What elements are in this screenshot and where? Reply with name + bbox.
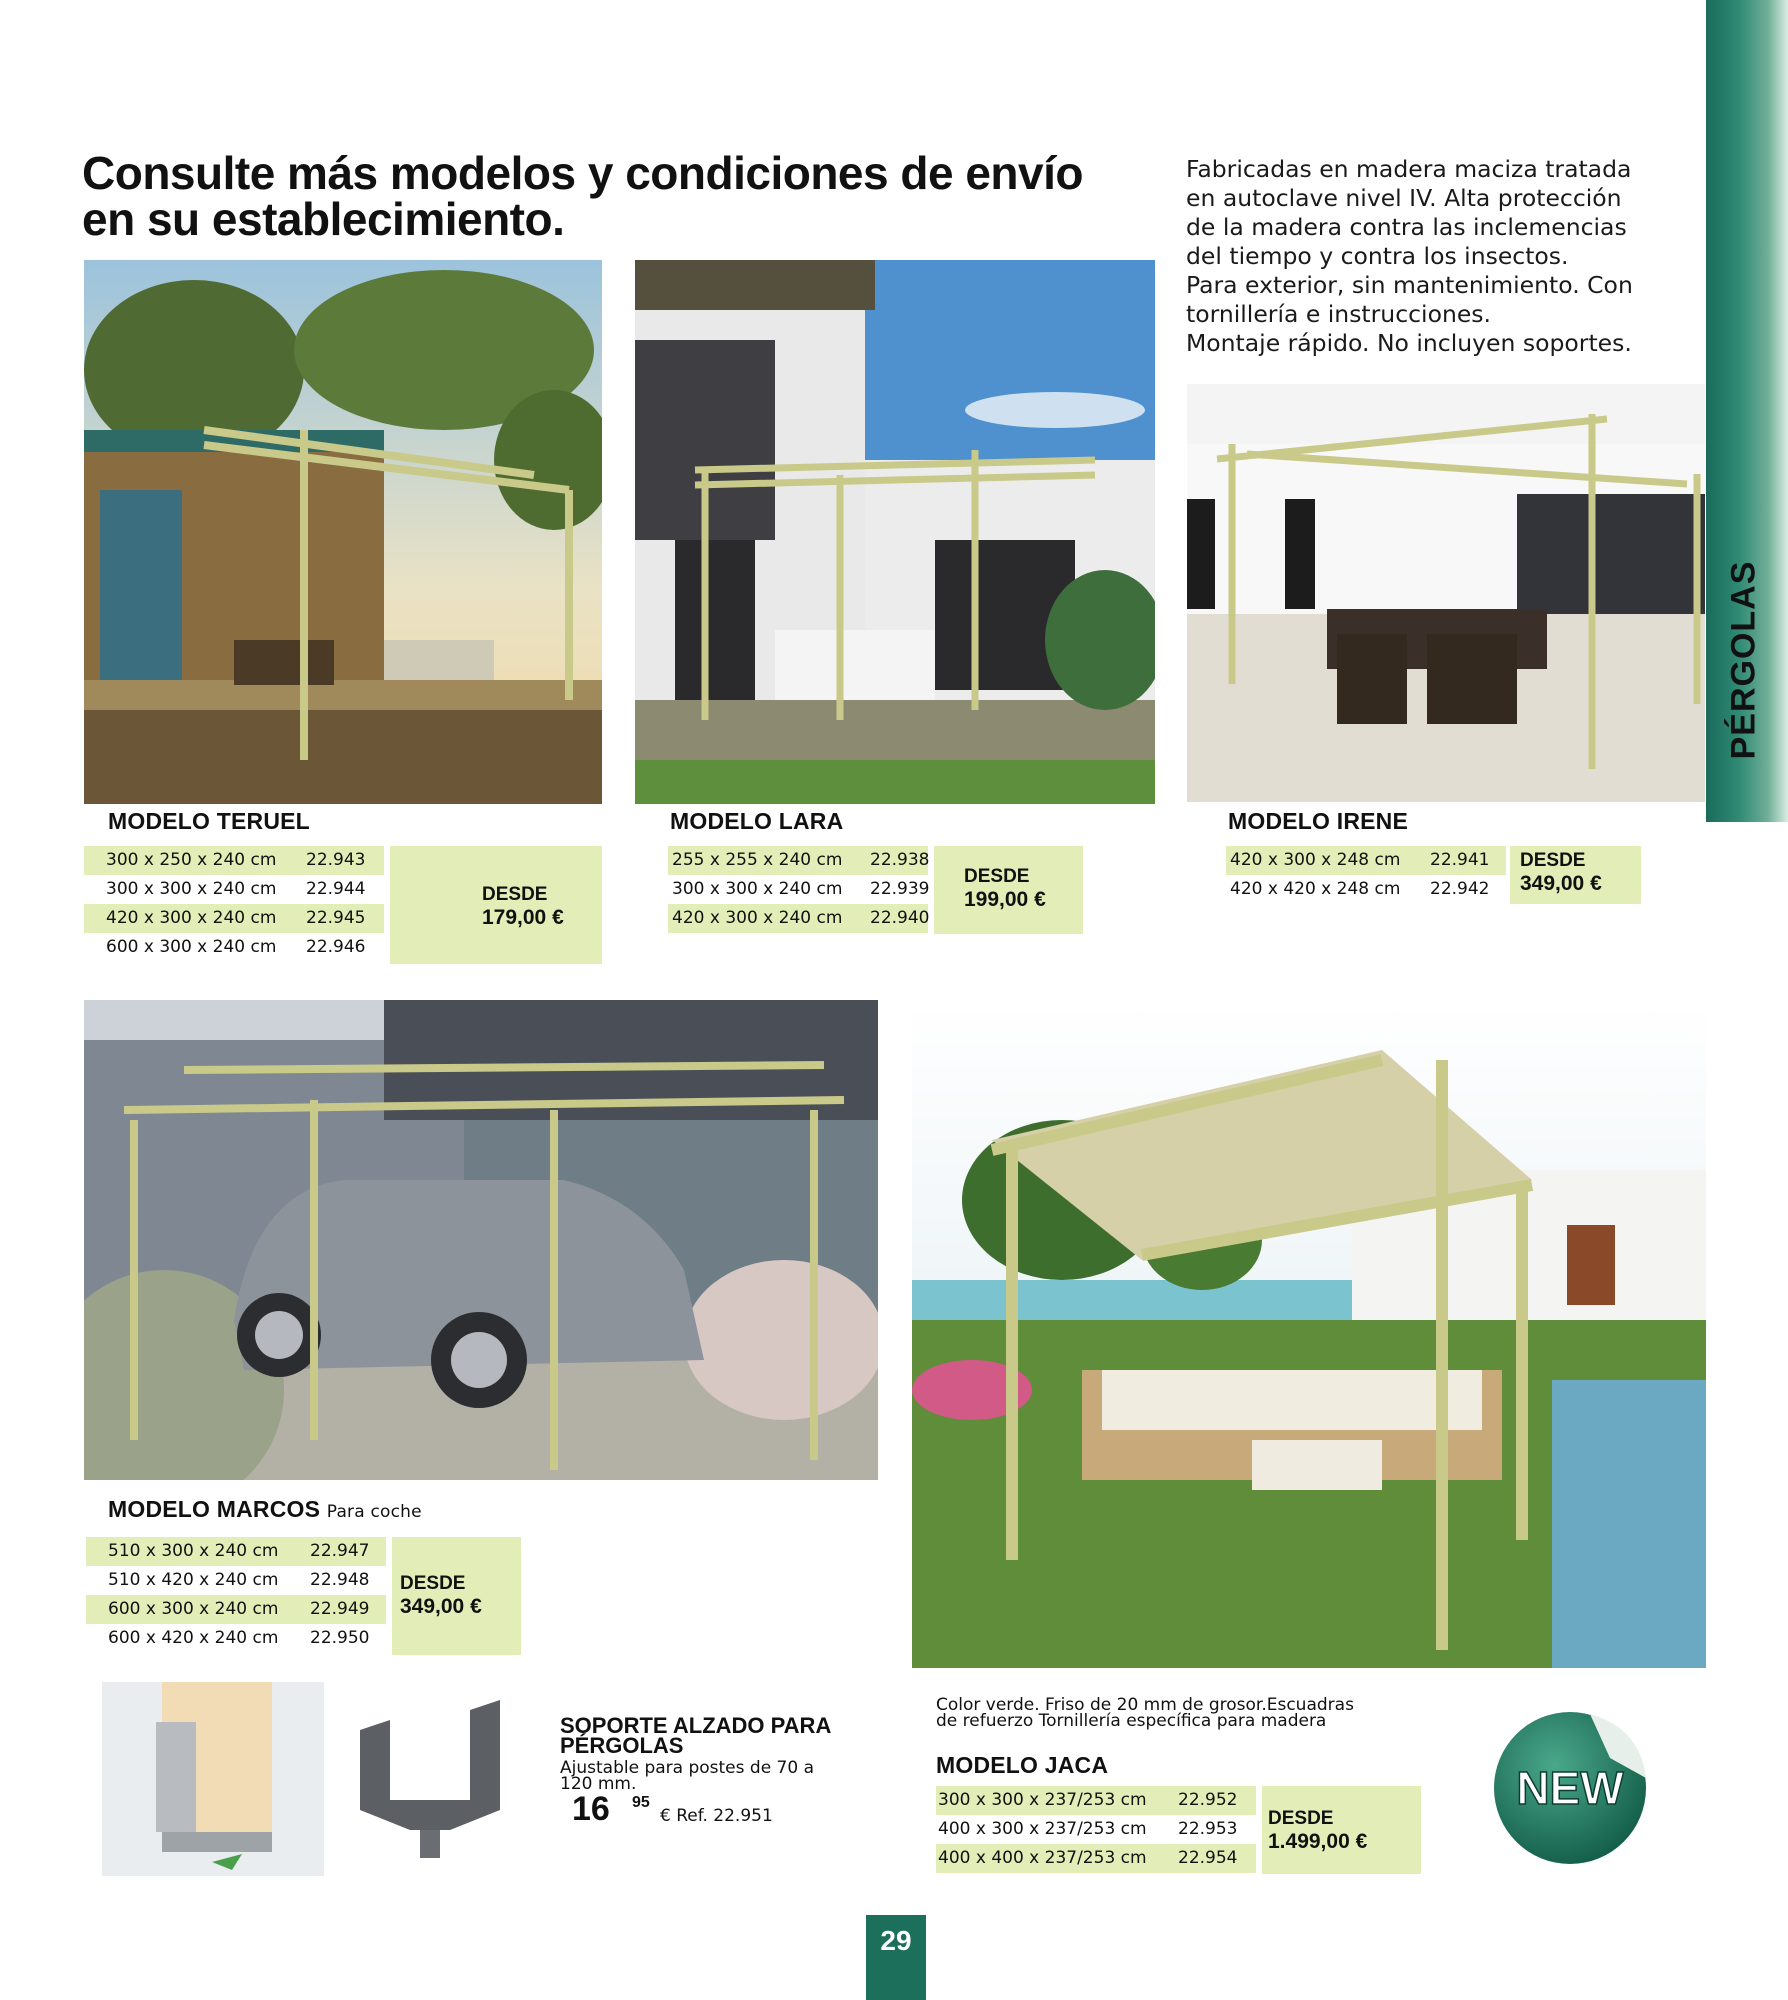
ref-cell: 22.941 — [1430, 850, 1490, 870]
soporte-subtitle: Ajustable para postes de 70 a 120 mm. — [560, 1758, 815, 1794]
price-value: 349,00 € — [1520, 872, 1602, 895]
table-row — [86, 1595, 386, 1624]
size-cell: 420 x 300 x 248 cm — [1230, 850, 1401, 870]
teruel-photo — [84, 260, 602, 804]
teruel-price-box — [390, 846, 602, 964]
ref-cell: 22.943 — [306, 850, 366, 870]
section-side-tab — [1706, 0, 1788, 822]
teruel-name: MODELO TERUEL — [108, 808, 310, 834]
ref-cell: 22.946 — [306, 937, 366, 957]
ref-cell: 22.944 — [306, 879, 366, 899]
lara-photo — [635, 260, 1155, 804]
intro-line: tornillería e instrucciones. — [1186, 300, 1492, 328]
table-row — [86, 1624, 386, 1653]
section-tab-label: PÉRGOLAS — [1724, 560, 1763, 760]
lara-spec-table — [668, 846, 1083, 934]
lara-price-box — [934, 846, 1083, 934]
table-row — [84, 933, 384, 962]
teruel-spec-table — [84, 846, 564, 964]
new-badge-text: NEW — [1516, 1762, 1624, 1814]
ref-cell: 22.938 — [870, 850, 930, 870]
irene-spec-table — [1226, 846, 1641, 904]
marcos-name: MODELO MARCOS — [108, 1496, 321, 1522]
irene-price-box — [1510, 846, 1641, 904]
ref-cell: 22.945 — [306, 908, 366, 928]
size-cell: 300 x 300 x 237/253 cm — [938, 1790, 1147, 1810]
intro-line: en autoclave nivel IV. Alta protección — [1186, 184, 1622, 212]
table-row — [86, 1537, 386, 1566]
irene-photo — [1187, 384, 1705, 802]
intro-text — [1186, 155, 1656, 358]
soporte-install-photo — [102, 1682, 324, 1876]
table-row — [84, 875, 384, 904]
irene-name: MODELO IRENE — [1228, 808, 1409, 834]
soporte-price: 16 — [572, 1790, 610, 1828]
ref-cell: 22.954 — [1178, 1848, 1238, 1868]
table-row — [84, 904, 384, 933]
intro-line: del tiempo y contra los insectos. — [1186, 242, 1569, 270]
ref-cell: 22.950 — [310, 1628, 370, 1648]
size-cell: 255 x 255 x 240 cm — [672, 850, 843, 870]
ref-cell: 22.939 — [870, 879, 930, 899]
table-row — [1226, 875, 1506, 904]
marcos-spec-table — [86, 1537, 521, 1655]
jaca-name: MODELO JACA — [936, 1752, 1109, 1778]
soporte-bracket-photo — [350, 1690, 510, 1860]
marcos-price-box — [392, 1537, 521, 1655]
price-label: DESDE — [1520, 850, 1586, 871]
new-badge — [1490, 1708, 1650, 1868]
marcos-photo — [84, 1000, 878, 1480]
price-label: DESDE — [964, 866, 1030, 887]
ref-cell: 22.947 — [310, 1541, 370, 1561]
table-row — [86, 1566, 386, 1595]
table-row — [936, 1844, 1256, 1873]
price-value: 349,00 € — [400, 1595, 482, 1618]
table-row — [668, 875, 928, 904]
intro-line: de la madera contra las inclemencias — [1186, 213, 1627, 241]
page-headline: Consulte más modelos y condiciones de envío en su establecimiento. — [82, 147, 1083, 245]
jaca-photo — [912, 1000, 1706, 1668]
size-cell: 420 x 300 x 240 cm — [106, 908, 277, 928]
jaca-price-box — [1262, 1786, 1421, 1874]
price-label: DESDE — [1268, 1808, 1334, 1829]
ref-cell: 22.942 — [1430, 879, 1490, 899]
soporte-price-cents: 95 — [632, 1794, 650, 1811]
size-cell: 400 x 400 x 237/253 cm — [938, 1848, 1147, 1868]
ref-cell: 22.948 — [310, 1570, 370, 1590]
table-row — [1226, 846, 1506, 875]
size-cell: 600 x 300 x 240 cm — [106, 937, 277, 957]
intro-line: Montaje rápido. No incluyen soportes. — [1186, 329, 1632, 357]
price-value: 1.499,00 € — [1268, 1830, 1368, 1853]
table-row — [668, 904, 928, 933]
marcos-note: Para coche — [326, 1502, 422, 1522]
size-cell: 600 x 420 x 240 cm — [108, 1628, 279, 1648]
page-number: 29 — [866, 1915, 926, 2000]
soporte-ref: € Ref. 22.951 — [660, 1806, 773, 1826]
table-row — [668, 846, 928, 875]
size-cell: 400 x 300 x 237/253 cm — [938, 1819, 1147, 1839]
jaca-spec-table — [936, 1786, 1421, 1874]
jaca-note: Color verde. Friso de 20 mm de grosor.Escuadras de refuerzo Tornillería específica para madera — [936, 1695, 1354, 1731]
price-value: 179,00 € — [482, 906, 564, 929]
intro-line: Para exterior, sin mantenimiento. Con — [1186, 271, 1633, 299]
ref-cell: 22.952 — [1178, 1790, 1238, 1810]
size-cell: 300 x 300 x 240 cm — [672, 879, 843, 899]
size-cell: 300 x 250 x 240 cm — [106, 850, 277, 870]
price-value: 199,00 € — [964, 888, 1046, 911]
price-label: DESDE — [482, 884, 548, 905]
size-cell: 510 x 420 x 240 cm — [108, 1570, 279, 1590]
table-row — [936, 1786, 1256, 1815]
size-cell: 600 x 300 x 240 cm — [108, 1599, 279, 1619]
size-cell: 420 x 300 x 240 cm — [672, 908, 843, 928]
lara-name: MODELO LARA — [670, 808, 844, 834]
table-row — [84, 846, 384, 875]
size-cell: 510 x 300 x 240 cm — [108, 1541, 279, 1561]
marcos-name-line — [108, 1496, 422, 1523]
ref-cell: 22.940 — [870, 908, 930, 928]
table-row — [936, 1815, 1256, 1844]
soporte-title: SOPORTE ALZADO PARA PÉRGOLAS — [560, 1713, 831, 1758]
intro-line: Fabricadas en madera maciza tratada — [1186, 155, 1632, 183]
price-label: DESDE — [400, 1573, 466, 1594]
size-cell: 420 x 420 x 248 cm — [1230, 879, 1401, 899]
size-cell: 300 x 300 x 240 cm — [106, 879, 277, 899]
ref-cell: 22.949 — [310, 1599, 370, 1619]
ref-cell: 22.953 — [1178, 1819, 1238, 1839]
